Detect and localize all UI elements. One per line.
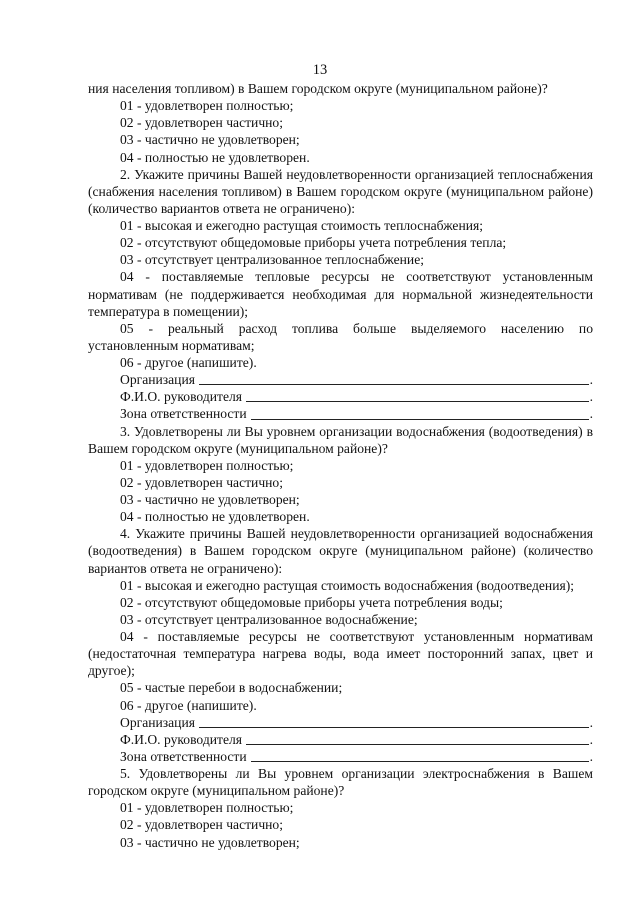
organization-blank-line[interactable]: [199, 372, 589, 385]
page-number: 13: [312, 62, 328, 78]
q1-option-04: 04 - полностью не удовлетворен.: [120, 149, 310, 165]
field-end-dot: .: [589, 748, 593, 764]
question-1-continuation: ния населения топливом) в Вашем городском округе (муниципальном районе)?: [88, 81, 548, 96]
q2-option-02: 02 - отсутствуют общедомовые приборы учета потребления тепла;: [120, 235, 507, 251]
zone-label: Зона ответственности: [120, 748, 247, 764]
q2-option-04: 04 - поставляемые тепловые ресурсы не соответствуют установленным нормативам (не поддерживается необходимая для нормальной жизнедеятельности температура в помещении);: [88, 269, 593, 319]
head-label: Ф.И.О. руководителя: [120, 389, 243, 405]
q2-zone-field[interactable]: [88, 405, 593, 422]
organization-blank-line[interactable]: [199, 715, 589, 728]
head-label: Ф.И.О. руководителя: [120, 731, 243, 747]
q2-organization-field[interactable]: [88, 371, 593, 388]
q2-head-field[interactable]: [88, 388, 593, 405]
q2-option-05: 05 - реальный расход топлива больше выделяемого населению по установленным нормативам;: [88, 320, 593, 353]
document-body: [88, 80, 593, 851]
q4-option-06: 06 - другое (напишите).: [120, 697, 257, 713]
field-end-dot: .: [589, 406, 593, 422]
q4-zone-field[interactable]: [88, 748, 593, 765]
q1-option-03: 03 - частично не удовлетворен;: [120, 132, 300, 148]
zone-blank-line[interactable]: [251, 749, 589, 762]
question-5: 5. Удовлетворены ли Вы уровнем организации электроснабжения в Вашем городском округе (муниципальном районе)?: [88, 766, 593, 799]
head-blank-line[interactable]: [246, 732, 589, 745]
q1-option-02: 02 - удовлетворен частично;: [120, 115, 283, 131]
q1-option-01: 01 - удовлетворен полностью;: [120, 98, 294, 114]
field-end-dot: .: [589, 389, 593, 405]
field-end-dot: .: [589, 731, 593, 747]
q4-head-field[interactable]: [88, 731, 593, 748]
field-end-dot: .: [589, 714, 593, 730]
q4-option-02: 02 - отсутствуют общедомовые приборы учета потребления воды;: [120, 594, 503, 610]
q4-option-03: 03 - отсутствует централизованное водоснабжение;: [120, 611, 418, 627]
question-3: 3. Удовлетворены ли Вы уровнем организации водоснабжения (водоотведения) в Вашем городском округе (муниципальном районе)?: [88, 423, 593, 456]
q5-option-03: 03 - частично не удовлетворен;: [120, 834, 300, 850]
q3-option-01: 01 - удовлетворен полностью;: [120, 457, 294, 473]
q3-option-03: 03 - частично не удовлетворен;: [120, 492, 300, 507]
q2-option-06: 06 - другое (напишите).: [120, 355, 257, 370]
q5-option-02: 02 - удовлетворен частично;: [120, 817, 283, 833]
organization-label: Организация: [120, 372, 195, 388]
q3-option-04: 04 - полностью не удовлетворен.: [120, 509, 310, 525]
zone-label: Зона ответственности: [120, 406, 247, 422]
zone-blank-line[interactable]: [251, 407, 589, 420]
q4-option-01: 01 - высокая и ежегодно растущая стоимость водоснабжения (водоотведения);: [120, 577, 575, 593]
q3-option-02: 02 - удовлетворен частично;: [120, 474, 283, 490]
head-blank-line[interactable]: [246, 389, 589, 402]
question-4: 4. Укажите причины Вашей неудовлетворенности организацией водоснабжения (водоотведения) в Вашем городском округе (муниципальном районе) (количество вариантов ответа не ограничено):: [88, 526, 593, 576]
organization-label: Организация: [120, 714, 195, 730]
field-end-dot: .: [589, 372, 593, 388]
question-2: 2. Укажите причины Вашей неудовлетворенности организацией теплоснабжения (снабжения населения топливом) в Вашем городском округе (муниципальном районе) (количество вариантов ответа не ограничено):: [88, 166, 593, 216]
q2-option-03: 03 - отсутствует централизованное теплоснабжение;: [120, 252, 425, 268]
q4-option-04: 04 - поставляемые ресурсы не соответствуют установленным нормативам (недостаточная температура нагрева воды, вода имеет посторонний запах, цвет и другое);: [88, 629, 593, 679]
q4-option-05: 05 - частые перебои в водоснабжении;: [120, 680, 343, 696]
q4-organization-field[interactable]: [88, 714, 593, 731]
q5-option-01: 01 - удовлетворен полностью;: [120, 800, 294, 816]
q2-option-01: 01 - высокая и ежегодно растущая стоимость теплоснабжения;: [120, 218, 484, 233]
